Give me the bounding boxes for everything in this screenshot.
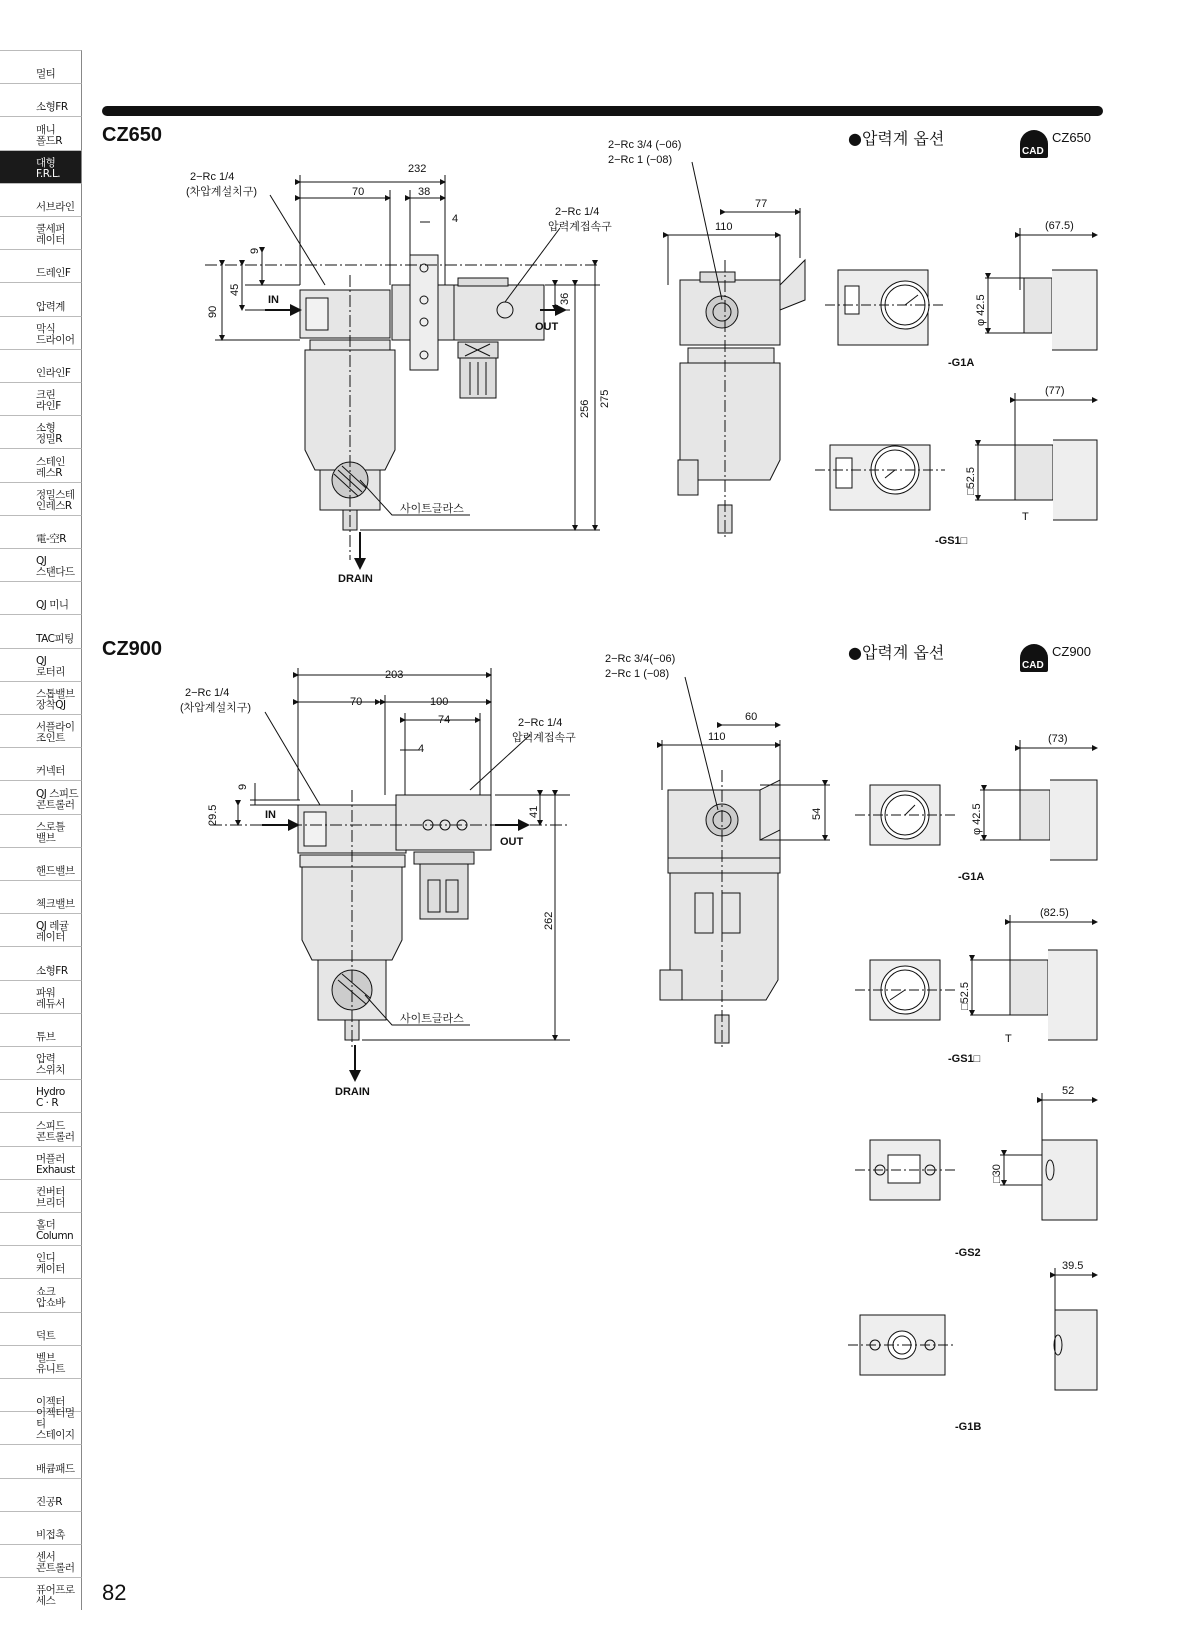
dim-label: T	[1022, 511, 1029, 523]
cz650-gauge-port-2-note: 압력계접속구	[548, 221, 612, 233]
cad-icon[interactable]: CAD	[1020, 130, 1048, 158]
sidebar-tab-label: 서플라이 조인트	[36, 721, 75, 745]
cz900-option-g1b	[848, 1268, 1097, 1390]
dim-label: 70	[352, 186, 365, 198]
cad-icon[interactable]: CAD	[1020, 644, 1048, 672]
dim-label: 41	[528, 805, 540, 818]
sidebar-tab-label: 電-空R	[36, 532, 67, 545]
sidebar-tab-label: 튜브	[36, 1030, 56, 1043]
cz900-title: CZ900	[102, 638, 163, 660]
dim-label: 77	[755, 198, 768, 210]
cz900-option-gs1	[855, 915, 1097, 1040]
dim-label: 52	[1062, 1085, 1075, 1097]
sidebar-tab-label: 스로틀 밸브	[36, 820, 65, 844]
cz900-option-gs2	[855, 1093, 1097, 1220]
cz900-in-label: IN	[265, 809, 276, 821]
sidebar-tab-label: 쇼크 압쇼바	[36, 1285, 65, 1309]
cz650-option-code-gs1: -GS1□	[935, 535, 968, 547]
sidebar-tab-label: 커넥터	[36, 765, 65, 778]
dim-label: 29.5	[207, 804, 219, 826]
sidebar-tab-label: 스피드 콘트롤러	[36, 1119, 75, 1143]
sidebar-tab-label: 비접촉	[36, 1528, 65, 1541]
cz900-option-code-gs1: -GS1□	[948, 1053, 981, 1065]
cz650-out-label: OUT	[535, 321, 559, 333]
dim-label: 110	[708, 731, 726, 743]
cz900-option-g1a	[855, 740, 1097, 860]
cz900-main-port-1: 2−Rc 3/4(−06)	[605, 653, 676, 665]
dim-label: 4	[452, 213, 459, 225]
sidebar-tab-label: 인라인F	[36, 366, 71, 379]
sidebar-tab-label: 컨버터 브리더	[36, 1185, 65, 1209]
sidebar-tab-label: 압력 스위치	[36, 1053, 65, 1077]
sidebar-tab-label: 이젝터	[36, 1396, 65, 1409]
sidebar-tab-label: QJ 로터리	[36, 654, 65, 678]
dim-label: (73)	[1048, 733, 1068, 745]
dim-label: (67.5)	[1045, 220, 1074, 232]
sidebar-tab-label: 스테인 레스R	[36, 455, 65, 479]
cz900-sight-glass: 사이트글라스	[400, 1013, 464, 1025]
cz900-option-heading: ●압력계 옵션	[848, 643, 945, 662]
dim-label: φ 42.5	[971, 803, 983, 835]
sidebar-tab-label: 벨브 유니트	[36, 1351, 65, 1375]
dim-label: T	[1005, 1033, 1012, 1045]
dim-label: 4	[418, 743, 425, 755]
sidebar-tab-label: 막식 드라이어	[36, 322, 75, 346]
sidebar-tab-label: 쿨세퍼 레이터	[36, 223, 65, 247]
sidebar-tab-label: 인디 케이터	[36, 1252, 65, 1276]
cz650-cad-label[interactable]: CZ650	[1052, 130, 1092, 145]
sidebar-tab-label: QJ 레귤 레이터	[36, 920, 69, 944]
sidebar-tab-label: 센서 콘트롤러	[36, 1551, 75, 1575]
dim-label: □52.5	[959, 981, 971, 1010]
cz650-side-view	[668, 162, 805, 540]
sidebar-tab-label: 첵크밸브	[36, 898, 75, 911]
dim-label: φ 42.5	[975, 294, 987, 326]
cz900-front-view	[210, 668, 570, 1080]
dim-label: 74	[438, 714, 451, 726]
cz650-option-gs1	[815, 393, 1097, 520]
dim-label: 100	[430, 696, 449, 708]
cz650-drain-label: DRAIN	[338, 573, 373, 585]
sidebar-tab-label: 퓨어프로 세스	[36, 1584, 75, 1608]
dim-label: 70	[350, 696, 363, 708]
sidebar-tab-label: 홀더 Column	[36, 1219, 74, 1243]
sidebar-tab-label: 매니 폴드R	[36, 123, 63, 147]
cz650-title: CZ650	[102, 124, 163, 146]
dim-label: 275	[599, 389, 611, 408]
cz900-side-view	[660, 677, 830, 1050]
dim-label: 39.5	[1062, 1260, 1084, 1272]
sidebar-tab-label: 스톱밸브 장착QJ	[36, 687, 75, 711]
cz900-option-code-gs2: -GS2	[955, 1247, 981, 1259]
sidebar-tab-label: 크린 라인F	[36, 389, 61, 413]
sidebar-tab-label: QJ 스탠다드	[36, 555, 75, 579]
cz650-sight-glass: 사이트글라스	[400, 503, 464, 515]
sidebar-tab-label: 덕트	[36, 1329, 56, 1342]
sidebar-tab-label: 배큠패드	[36, 1462, 75, 1475]
dim-label: 60	[745, 711, 758, 723]
sidebar-tab-label: TAC피팅	[36, 632, 74, 645]
sidebar-tab-label: 압력계	[36, 300, 65, 313]
sidebar-tab-label: 소형FR	[36, 964, 68, 977]
cz650-main-port-1: 2−Rc 3/4 (−06)	[608, 139, 682, 151]
sidebar-tab-label: 정밀스테 인레스R	[36, 488, 75, 512]
cz900-cad-label[interactable]: CZ900	[1052, 644, 1092, 659]
sidebar-tab-label: 머플러 Exhaust	[36, 1152, 75, 1176]
cz650-gauge-port-1: 2−Rc 1/4	[190, 171, 235, 183]
dim-label: □52.5	[965, 466, 977, 495]
dim-label: 36	[559, 292, 571, 305]
cz900-gauge-port-1-note: (차압계설치구)	[180, 702, 252, 714]
sidebar-tab-label: 핸드밸브	[36, 864, 75, 877]
sidebar-tab-label: 멀티	[36, 68, 56, 81]
sidebar-tab-label: 파워 레듀서	[36, 986, 65, 1010]
cz900-option-code-g1b: -G1B	[955, 1421, 982, 1433]
cz650-gauge-port-2: 2−Rc 1/4	[555, 206, 600, 218]
dim-label: 110	[715, 221, 733, 233]
dim-label: 54	[811, 807, 823, 820]
cz650-main-port-2: 2−Rc 1 (−08)	[608, 154, 673, 166]
sidebar-tab-label: 소형FR	[36, 101, 68, 114]
dim-label: (82.5)	[1040, 907, 1069, 919]
sidebar-tab-label: 진공R	[36, 1495, 63, 1508]
cz900-out-label: OUT	[500, 836, 524, 848]
dim-label: 38	[418, 186, 431, 198]
cz650-in-label: IN	[268, 294, 279, 306]
dim-label: 90	[207, 305, 219, 318]
sidebar-tab-label: 이젝터멀티 스테이지	[36, 1407, 75, 1442]
sidebar-tab-label: 서브라인	[36, 200, 75, 213]
dim-label: 203	[385, 669, 404, 681]
sidebar-tab-label: 대형 F.R.L.	[36, 156, 61, 180]
cz900-gauge-port-2: 2−Rc 1/4	[518, 717, 563, 729]
sidebar-tab-label: QJ 스피드 콘트롤러	[36, 787, 79, 811]
cz900-option-code-g1a: -G1A	[958, 871, 985, 883]
cz900-drain-label: DRAIN	[335, 1086, 370, 1098]
cz650-option-code-g1a: -G1A	[948, 357, 975, 369]
sidebar-tab-label: QJ 미니	[36, 599, 69, 612]
dim-label: 45	[229, 283, 241, 296]
dim-label: □30	[991, 1164, 1003, 1183]
dim-label: 9	[237, 783, 249, 790]
cz900-main-port-2: 2−Rc 1 (−08)	[605, 668, 670, 680]
sidebar-tab-label: 소형 정밀R	[36, 422, 63, 446]
dim-label: 232	[408, 163, 427, 175]
dim-label: (77)	[1045, 385, 1065, 397]
cz900-gauge-port-1: 2−Rc 1/4	[185, 687, 230, 699]
cz650-option-g1a	[825, 228, 1097, 350]
page-number: 82	[102, 1580, 127, 1605]
cz900-gauge-port-2-note: 압력계접속구	[512, 732, 576, 744]
dim-label: 262	[543, 911, 555, 930]
cz650-option-heading: ●압력계 옵션	[848, 129, 945, 148]
cz650-gauge-port-1-note: (차압계설치구)	[186, 186, 258, 198]
dim-label: 9	[249, 247, 261, 254]
sidebar-tab-label: Hydro C · R	[36, 1086, 65, 1110]
dim-label: 256	[579, 399, 591, 418]
sidebar-tab-label: 드레인F	[36, 267, 71, 280]
